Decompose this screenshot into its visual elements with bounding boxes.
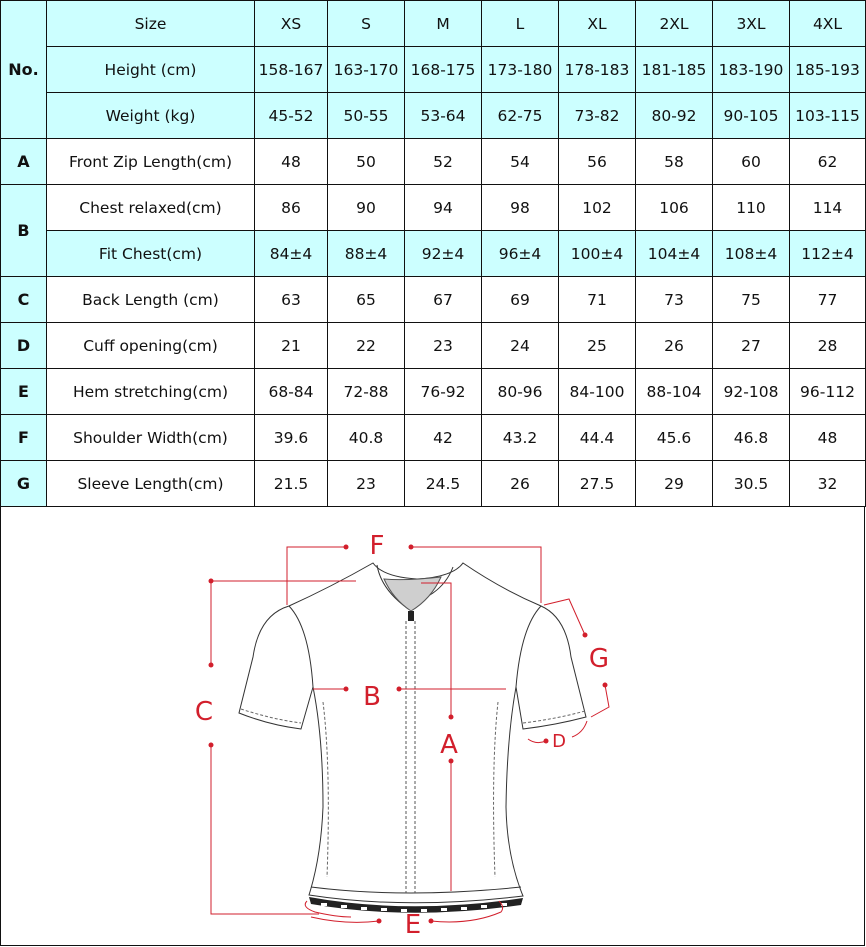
- code-cell: G: [1, 461, 47, 507]
- weight-cell: 73-82: [559, 93, 636, 139]
- value-cell: 22: [328, 323, 405, 369]
- weight-cell: 62-75: [482, 93, 559, 139]
- value-cell: 44.4: [559, 415, 636, 461]
- value-cell: 77: [790, 277, 866, 323]
- value-cell: 63: [255, 277, 328, 323]
- value-cell: 96±4: [482, 231, 559, 277]
- measure-row-d: [1, 323, 866, 369]
- height-cell: 168-175: [405, 47, 482, 93]
- value-cell: 29: [636, 461, 713, 507]
- value-cell: 52: [405, 139, 482, 185]
- value-cell: 60: [713, 139, 790, 185]
- value-cell: 42: [405, 415, 482, 461]
- size-cell: 4XL: [790, 1, 866, 47]
- value-cell: 68-84: [255, 369, 328, 415]
- weight-label-cell: Weight (kg): [47, 93, 255, 139]
- value-cell: 27.5: [559, 461, 636, 507]
- value-cell: 43.2: [482, 415, 559, 461]
- size-cell: XS: [255, 1, 328, 47]
- value-cell: 24: [482, 323, 559, 369]
- measure-row-f: [1, 415, 866, 461]
- value-cell: 26: [636, 323, 713, 369]
- value-cell: 56: [559, 139, 636, 185]
- code-cell: A: [1, 139, 47, 185]
- height-row: [1, 47, 866, 93]
- value-cell: 80-96: [482, 369, 559, 415]
- label-a: A: [440, 730, 458, 760]
- weight-cell: 45-52: [255, 93, 328, 139]
- value-cell: 21: [255, 323, 328, 369]
- label-e: E: [404, 910, 422, 940]
- weight-cell: 90-105: [713, 93, 790, 139]
- label-f: F: [369, 531, 385, 561]
- value-cell: 84-100: [559, 369, 636, 415]
- value-cell: 86: [255, 185, 328, 231]
- measure-label-cell: Hem stretching(cm): [47, 369, 255, 415]
- height-cell: 163-170: [328, 47, 405, 93]
- jersey-diagram: [1, 507, 864, 945]
- value-cell: 104±4: [636, 231, 713, 277]
- height-label-cell: Height (cm): [47, 47, 255, 93]
- weight-cell: 53-64: [405, 93, 482, 139]
- size-cell: S: [328, 1, 405, 47]
- value-cell: 96-112: [790, 369, 866, 415]
- value-cell: 48: [255, 139, 328, 185]
- size-row: [1, 1, 866, 47]
- value-cell: 26: [482, 461, 559, 507]
- value-cell: 92-108: [713, 369, 790, 415]
- value-cell: 72-88: [328, 369, 405, 415]
- code-cell: C: [1, 277, 47, 323]
- value-cell: 88±4: [328, 231, 405, 277]
- measure-label-cell: Fit Chest(cm): [47, 231, 255, 277]
- value-cell: 84±4: [255, 231, 328, 277]
- label-c: C: [194, 697, 214, 727]
- code-cell: B: [1, 185, 47, 277]
- value-cell: 92±4: [405, 231, 482, 277]
- measure-row-b-fit: [1, 231, 866, 277]
- value-cell: 58: [636, 139, 713, 185]
- height-cell: 178-183: [559, 47, 636, 93]
- height-cell: 173-180: [482, 47, 559, 93]
- value-cell: 48: [790, 415, 866, 461]
- jersey-diagram-panel: [0, 507, 865, 946]
- measure-label-cell: Front Zip Length(cm): [47, 139, 255, 185]
- label-d: D: [552, 731, 566, 752]
- value-cell: 73: [636, 277, 713, 323]
- size-cell: 2XL: [636, 1, 713, 47]
- value-cell: 76-92: [405, 369, 482, 415]
- height-cell: 181-185: [636, 47, 713, 93]
- label-b: B: [363, 682, 381, 712]
- value-cell: 40.8: [328, 415, 405, 461]
- value-cell: 75: [713, 277, 790, 323]
- weight-cell: 103-115: [790, 93, 866, 139]
- value-cell: 69: [482, 277, 559, 323]
- measure-label-cell: Chest relaxed(cm): [47, 185, 255, 231]
- size-cell: 3XL: [713, 1, 790, 47]
- value-cell: 45.6: [636, 415, 713, 461]
- value-cell: 23: [328, 461, 405, 507]
- value-cell: 108±4: [713, 231, 790, 277]
- value-cell: 50: [328, 139, 405, 185]
- measure-row-c: [1, 277, 866, 323]
- size-cell: M: [405, 1, 482, 47]
- measure-row-e: [1, 369, 866, 415]
- size-cell: XL: [559, 1, 636, 47]
- measure-row-b-relaxed: [1, 185, 866, 231]
- measure-label-cell: Back Length (cm): [47, 277, 255, 323]
- value-cell: 102: [559, 185, 636, 231]
- code-cell: D: [1, 323, 47, 369]
- value-cell: 23: [405, 323, 482, 369]
- code-cell: E: [1, 369, 47, 415]
- value-cell: 28: [790, 323, 866, 369]
- value-cell: 32: [790, 461, 866, 507]
- measure-label-cell: Shoulder Width(cm): [47, 415, 255, 461]
- measure-row-a: [1, 139, 866, 185]
- value-cell: 25: [559, 323, 636, 369]
- label-g: G: [588, 644, 610, 674]
- value-cell: 90: [328, 185, 405, 231]
- value-cell: 67: [405, 277, 482, 323]
- value-cell: 46.8: [713, 415, 790, 461]
- height-cell: 185-193: [790, 47, 866, 93]
- value-cell: 110: [713, 185, 790, 231]
- value-cell: 100±4: [559, 231, 636, 277]
- code-cell: F: [1, 415, 47, 461]
- value-cell: 88-104: [636, 369, 713, 415]
- value-cell: 106: [636, 185, 713, 231]
- value-cell: 71: [559, 277, 636, 323]
- value-cell: 39.6: [255, 415, 328, 461]
- height-cell: 183-190: [713, 47, 790, 93]
- value-cell: 54: [482, 139, 559, 185]
- measure-label-cell: Sleeve Length(cm): [47, 461, 255, 507]
- weight-cell: 50-55: [328, 93, 405, 139]
- measure-label-cell: Cuff opening(cm): [47, 323, 255, 369]
- weight-cell: 80-92: [636, 93, 713, 139]
- measure-row-g: [1, 461, 866, 507]
- value-cell: 62: [790, 139, 866, 185]
- value-cell: 27: [713, 323, 790, 369]
- value-cell: 21.5: [255, 461, 328, 507]
- height-cell: 158-167: [255, 47, 328, 93]
- value-cell: 114: [790, 185, 866, 231]
- no-header-cell: No.: [1, 1, 47, 139]
- value-cell: 98: [482, 185, 559, 231]
- value-cell: 94: [405, 185, 482, 231]
- size-label-cell: Size: [47, 1, 255, 47]
- size-cell: L: [482, 1, 559, 47]
- value-cell: 65: [328, 277, 405, 323]
- value-cell: 30.5: [713, 461, 790, 507]
- value-cell: 112±4: [790, 231, 866, 277]
- weight-row: [1, 93, 866, 139]
- value-cell: 24.5: [405, 461, 482, 507]
